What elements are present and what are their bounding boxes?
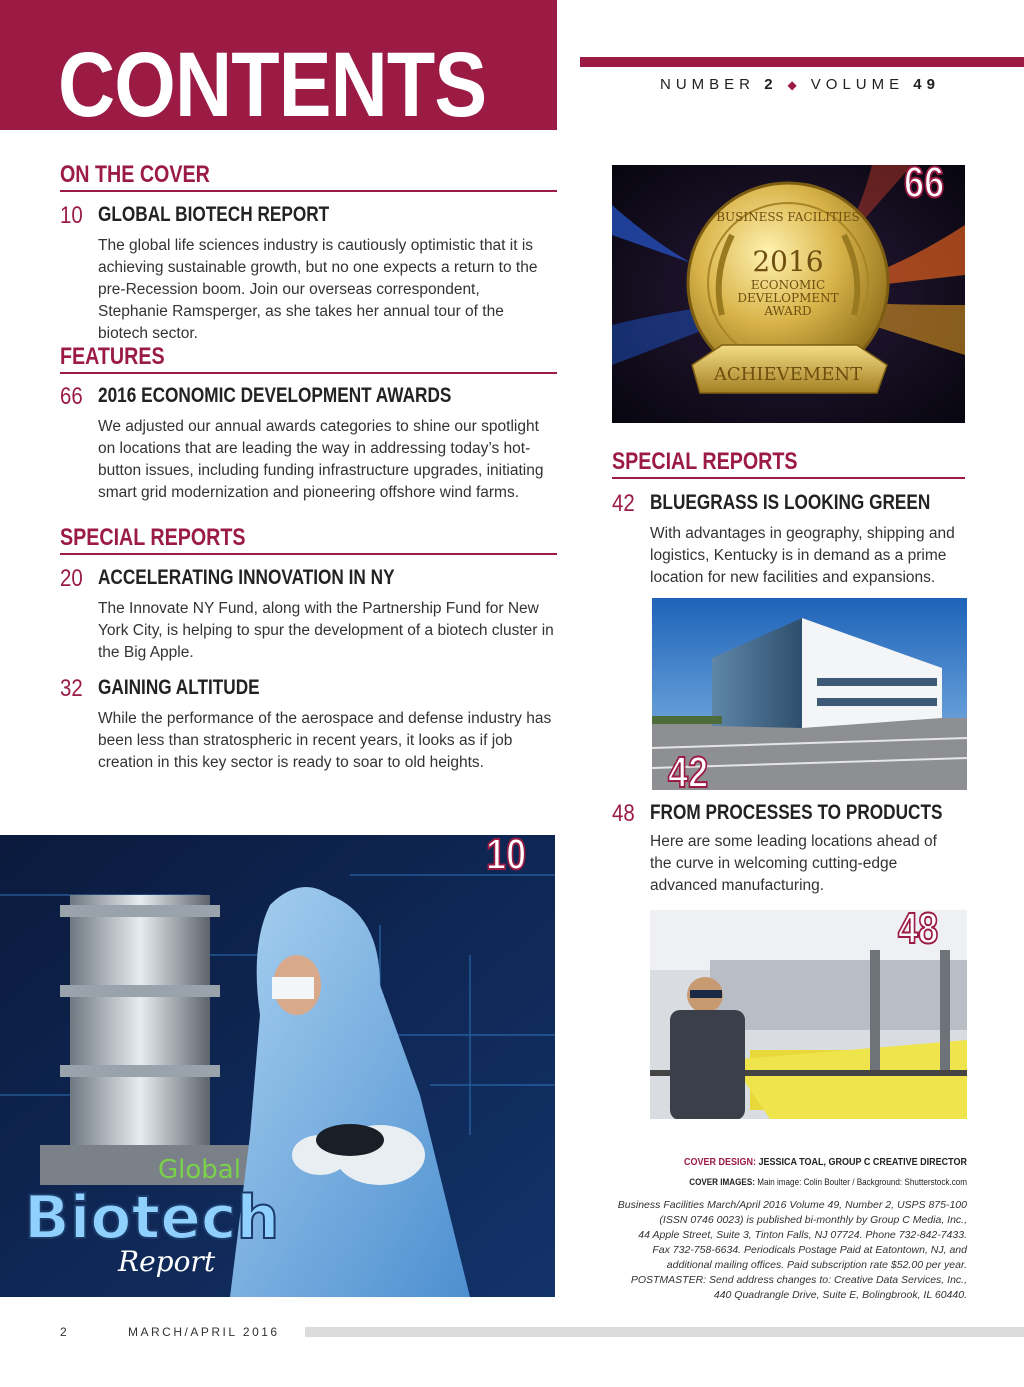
section-heading-special-reports: SPECIAL REPORTS <box>612 448 798 475</box>
pub-line: additional mailing offices. Paid subscription rate $52.00 per year. <box>666 1259 967 1271</box>
article-title-link[interactable]: ACCELERATING INNOVATION IN NY <box>98 566 395 589</box>
pub-line: Fax 732-758-6634. Periodicals Postage Paid at Eatontown, NJ, and <box>652 1244 967 1256</box>
section-heading-on-the-cover: ON THE COVER <box>60 161 210 188</box>
pub-line: (ISSN 0746 0023) is published bi-monthly by Group C Media, Inc., <box>659 1214 967 1226</box>
cover-design-label: COVER DESIGN: <box>683 1157 756 1168</box>
footer-bar <box>305 1327 1024 1337</box>
section-rule <box>60 372 557 374</box>
logo-report: Report <box>118 1245 216 1278</box>
logo-biotech: Biotech <box>24 1183 280 1253</box>
article-title-link[interactable]: 2016 ECONOMIC DEVELOPMENT AWARDS <box>98 384 452 407</box>
article-page-number: 48 <box>612 800 635 827</box>
publication-info <box>560 1198 967 1303</box>
article-page-number: 66 <box>60 383 83 410</box>
article-page-number: 32 <box>60 675 83 702</box>
issue-number: 2 <box>764 76 778 93</box>
article-page-number: 42 <box>612 490 635 517</box>
volume-number: 49 <box>913 76 940 93</box>
issue-info <box>660 76 940 93</box>
article-title-link[interactable]: GLOBAL BIOTECH REPORT <box>98 203 330 226</box>
section-rule <box>612 477 965 479</box>
pub-line: Business Facilities March/April 2016 Volume 49, Number 2, USPS 875-100 <box>617 1199 967 1211</box>
cover-images-credit <box>643 1177 967 1187</box>
ribbon-text: ACHIEVEMENT <box>713 364 863 385</box>
diamond-icon: ◆ <box>787 78 797 92</box>
article-description: With advantages in geography, shipping and logistics, Kentucky is in demand as a prime location for new facilities and expansions. <box>650 525 955 586</box>
pub-line: POSTMASTER: Send address changes to: Creative Data Services, Inc., <box>630 1274 967 1286</box>
cover-image[interactable] <box>0 835 555 1297</box>
cover-images-value: Main image: Colin Boulter / Background: Shutterstock.com <box>757 1177 967 1187</box>
seal-line-3: AWARD <box>764 304 812 318</box>
section-rule <box>60 553 557 555</box>
issue-number-label: NUMBER <box>660 76 756 93</box>
article-description: While the performance of the aerospace and defense industry has been less than stratospheric in recent years, it looks as if job creation in this key sector is ready to soar to old heights. <box>98 710 552 771</box>
cover-design-credit <box>643 1157 967 1168</box>
pub-line: 44 Apple Street, Suite 3, Tinton Falls, NJ 07724. Phone 732-842-7433. <box>638 1229 967 1241</box>
footer-issue-date: MARCH/APRIL 2016 <box>128 1325 280 1339</box>
article-title-link[interactable]: BLUEGRASS IS LOOKING GREEN <box>650 491 931 514</box>
section-heading-features: FEATURES <box>60 343 165 370</box>
article-description: Here are some leading locations ahead of the curve in welcoming cutting-edge advanced manufacturing. <box>650 833 937 894</box>
article-page-number: 10 <box>60 202 83 229</box>
seal-year: 2016 <box>752 245 824 278</box>
article-description: The Innovate NY Fund, along with the Partnership Fund for New York City, is helping to spur the development of a biotech cluster in the Big Apple. <box>98 600 554 661</box>
pub-line: 440 Quadrangle Drive, Suite E, Bolingbrook, IL 60440. <box>713 1289 967 1301</box>
header-rule <box>580 57 1024 67</box>
article-title-link[interactable]: GAINING ALTITUDE <box>98 676 260 699</box>
page-badge-10: 10 <box>486 830 527 879</box>
logo-global: Global <box>158 1155 241 1185</box>
seal-arc-text: BUSINESS FACILITIES <box>716 210 860 224</box>
footer-page-number: 2 <box>60 1325 67 1339</box>
page-badge-42: 42 <box>668 748 709 797</box>
page-badge-48: 48 <box>898 904 939 953</box>
article-description: We adjusted our annual awards categories to shine our spotlight on locations that are leading the way in addressing today’s hot-button issues, including funding infrastructure upgrades, initiating smart grid modernization and pioneering offshore wind farms. <box>98 418 544 501</box>
article-title-link[interactable]: FROM PROCESSES TO PRODUCTS <box>650 801 943 824</box>
section-rule <box>60 190 557 192</box>
seal-line-2: DEVELOPMENT <box>737 291 839 305</box>
cover-images-label: COVER IMAGES: <box>689 1177 755 1187</box>
article-description: The global life sciences industry is cautiously optimistic that it is achieving sustainable growth, but no one expects a return to the pre-Recession boom. Join our overseas correspondent, Stephanie Ramsperger, as she takes her annual tour of the biotech sector. <box>98 237 538 342</box>
seal-line-1: ECONOMIC <box>750 278 826 292</box>
page-title: CONTENTS <box>58 34 487 136</box>
volume-label: VOLUME <box>810 76 905 93</box>
page-badge-66: 66 <box>904 158 945 207</box>
cover-design-value: JESSICA TOAL, GROUP C CREATIVE DIRECTOR <box>758 1157 967 1168</box>
section-heading-special-reports: SPECIAL REPORTS <box>60 524 246 551</box>
article-page-number: 20 <box>60 565 83 592</box>
